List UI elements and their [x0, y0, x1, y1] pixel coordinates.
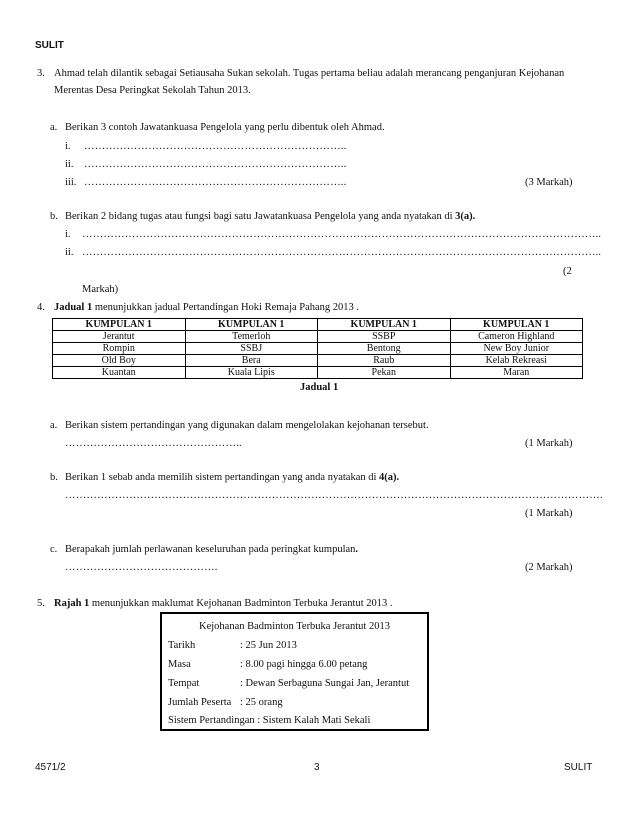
q3a-answer-line[interactable]: ………………………………………………………………..: [84, 159, 347, 170]
table-cell: Raub: [318, 355, 451, 367]
q3a-item-num: iii.: [65, 177, 77, 188]
q4c-label: c.: [50, 544, 58, 555]
q3b-answer-line[interactable]: ………………………………………………………………………………………………………………………………..: [82, 247, 602, 258]
q5-ref: Rajah 1: [54, 598, 90, 609]
table-cell: SSBP: [318, 331, 451, 343]
table-cell: New Boy Junior: [450, 343, 583, 355]
table-cell: Old Boy: [53, 355, 186, 367]
q4c-marks: (2 Markah): [525, 562, 573, 573]
box-row-label: Tarikh: [168, 640, 196, 651]
table-header-cell: KUMPULAN 1: [53, 319, 186, 331]
question-3-number: 3.: [37, 68, 45, 79]
table-cell: SSBJ: [185, 343, 318, 355]
table-cell: Kelab Rekreasi: [450, 355, 583, 367]
q4a-answer-line[interactable]: …………………………………………..: [65, 438, 242, 449]
box-last-line: Sistem Pertandingan : Sistem Kalah Mati Sekali: [168, 715, 371, 726]
q4-ref: Jadual 1: [54, 302, 93, 313]
table-cell: Pekan: [318, 367, 451, 379]
q4c-text: [65, 544, 358, 555]
q3a-item-num: ii.: [65, 159, 74, 170]
q3b-marks-cont: Markah): [82, 284, 119, 295]
tournament-info-box: [160, 612, 429, 731]
question-5-intro: [54, 598, 393, 609]
box-row-label: Masa: [168, 659, 191, 670]
table-cell: Rompin: [53, 343, 186, 355]
q4b-answer-line[interactable]: …………………………………………………………………………………………………………………………………….: [65, 490, 603, 501]
box-row-value: : 8.00 pagi hingga 6.00 petang: [240, 659, 368, 670]
q3b-item-num: i.: [65, 229, 71, 240]
box-row-label: Tempat: [168, 678, 200, 689]
table-cell: Kuantan: [53, 367, 186, 379]
q3a-item-num: i.: [65, 141, 71, 152]
footer-page-number: 3: [314, 762, 320, 773]
box-row-value: : 25 Jun 2013: [240, 640, 297, 651]
box-title: Kejohanan Badminton Terbuka Jerantut 2013: [199, 621, 390, 632]
group-table: [52, 318, 583, 379]
question-3-intro-line2: Merentas Desa Peringkat Sekolah Tahun 2013.: [54, 85, 251, 96]
box-row-label: Jumlah Peserta: [168, 697, 232, 708]
q3a-label: a.: [50, 122, 58, 133]
q3b-label: b.: [50, 211, 58, 222]
q3b-marks: (2: [563, 266, 572, 277]
q4c-answer-line[interactable]: …………………………………….: [65, 562, 218, 573]
table-header-row: [53, 319, 583, 331]
table-caption: Jadual 1: [300, 382, 339, 393]
q4b-text-main: Berikan 1 sebab anda memilih sistem pertandingan yang anda nyatakan di: [65, 472, 380, 483]
question-4-intro: [54, 302, 359, 313]
box-row-value: : Dewan Serbaguna Sungai Jan, Jerantut: [240, 678, 410, 689]
q4a-label: a.: [50, 420, 58, 431]
question-3-intro-line1: Ahmad telah dilantik sebagai Setiausaha Sukan sekolah. Tugas pertama beliau adalah merancang penganjuran Kejohanan: [54, 68, 565, 79]
q3a-text: Berikan 3 contoh Jawatankuasa Pengelola yang perlu dibentuk oleh Ahmad.: [65, 122, 385, 133]
q3a-answer-line[interactable]: ………………………………………………………………..: [84, 141, 347, 152]
q3b-text: [65, 211, 475, 222]
table-cell: Cameron Highland: [450, 331, 583, 343]
table-row: [53, 331, 583, 343]
table-header-cell: KUMPULAN 1: [318, 319, 451, 331]
q3a-answer-line[interactable]: ………………………………………………………………..: [84, 177, 347, 188]
q4c-text-end: .: [355, 544, 359, 555]
table-row: [53, 367, 583, 379]
q4-intro-text: menunjukkan jadual Pertandingan Hoki Remaja Pahang 2013 .: [92, 302, 360, 313]
table-cell: Temerloh: [185, 331, 318, 343]
q3a-marks: (3 Markah): [525, 177, 573, 188]
table-header-cell: KUMPULAN 1: [185, 319, 318, 331]
q5-intro-text: menunjukkan maklumat Kejohanan Badminton Terbuka Jerantut 2013 .: [89, 598, 393, 609]
table-cell: Bentong: [318, 343, 451, 355]
box-row-value: : 25 orang: [240, 697, 283, 708]
q4b-label: b.: [50, 472, 58, 483]
table-header-cell: KUMPULAN 1: [450, 319, 583, 331]
q4b-text: [65, 472, 399, 483]
q4a-text: Berikan sistem pertandingan yang digunakan dalam mengelolakan kejohanan tersebut.: [65, 420, 429, 431]
q3b-answer-line[interactable]: ………………………………………………………………………………………………………………………………..: [82, 229, 602, 240]
q3b-text-main: Berikan 2 bidang tugas atau fungsi bagi satu Jawatankuasa Pengelola yang anda nyatakan di: [65, 211, 456, 222]
q4c-text-main: Berapakah jumlah perlawanan keseluruhan pada peringkat kumpulan: [65, 544, 356, 555]
table-cell: Kuala Lipis: [185, 367, 318, 379]
table-cell: Maran: [450, 367, 583, 379]
table-cell: Bera: [185, 355, 318, 367]
q4b-text-ref: 4(a).: [379, 472, 400, 483]
q3b-item-num: ii.: [65, 247, 74, 258]
q4a-marks: (1 Markah): [525, 438, 573, 449]
question-5-number: 5.: [37, 598, 45, 609]
footer-classification: SULIT: [564, 762, 593, 773]
table-cell: Jerantut: [53, 331, 186, 343]
question-4-number: 4.: [37, 302, 45, 313]
header-classification: SULIT: [35, 40, 64, 51]
q4b-marks: (1 Markah): [525, 508, 573, 519]
q3b-text-ref: 3(a).: [455, 211, 476, 222]
footer-code: 4571/2: [35, 762, 66, 773]
table-row: [53, 355, 583, 367]
table-row: [53, 343, 583, 355]
